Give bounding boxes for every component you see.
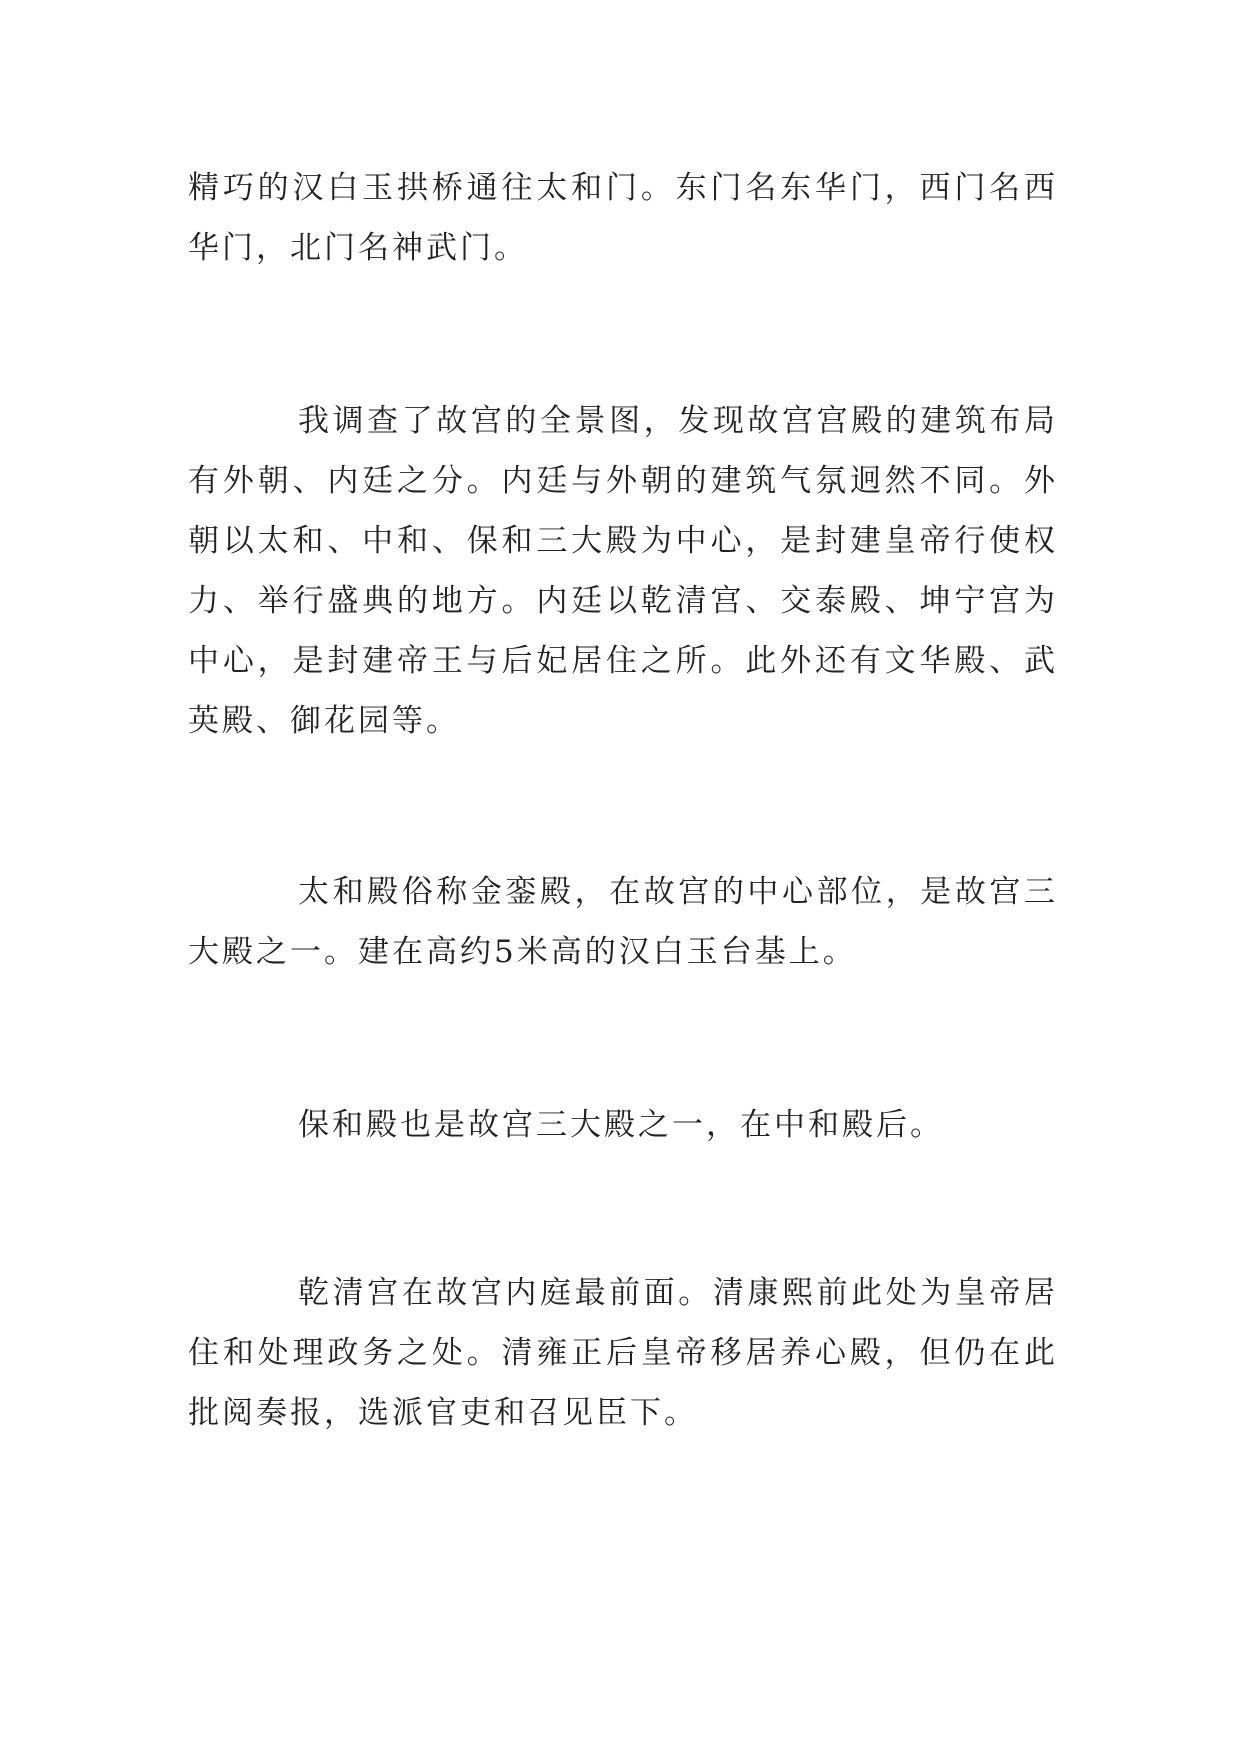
paragraph-taihe-hall: 太和殿俗称金銮殿，在故宫的中心部位，是故宫三大殿之一。建在高约5米高的汉白玉台基上。 xyxy=(188,874,1058,970)
paragraph-qianqing-palace: 乾清宫在故宫内庭最前面。清康熙前此处为皇帝居住和处理政务之处。清雍正后皇帝移居养心殿，但仍在此批阅奏报，选派官吏和召见臣下。 xyxy=(188,1275,1058,1431)
paragraph-layout: 我调查了故宫的全景图，发现故宫宫殿的建筑布局有外朝、内廷之分。内廷与外朝的建筑气氛迥然不同。外朝以太和、中和、保和三大殿为中心，是封建皇帝行使权力、举行盛典的地方。内廷以乾清宫、交泰殿、坤宁宫为中心，是封建帝王与后妃居住之所。此外还有文华殿、武英殿、御花园等。 xyxy=(188,403,1058,739)
paragraph-baohe-hall: 保和殿也是故宫三大殿之一，在中和殿后。 xyxy=(298,1107,944,1143)
paragraph-gates: 精巧的汉白玉拱桥通往太和门。东门名东华门，西门名西华门，北门名神武门。 xyxy=(188,170,1058,266)
